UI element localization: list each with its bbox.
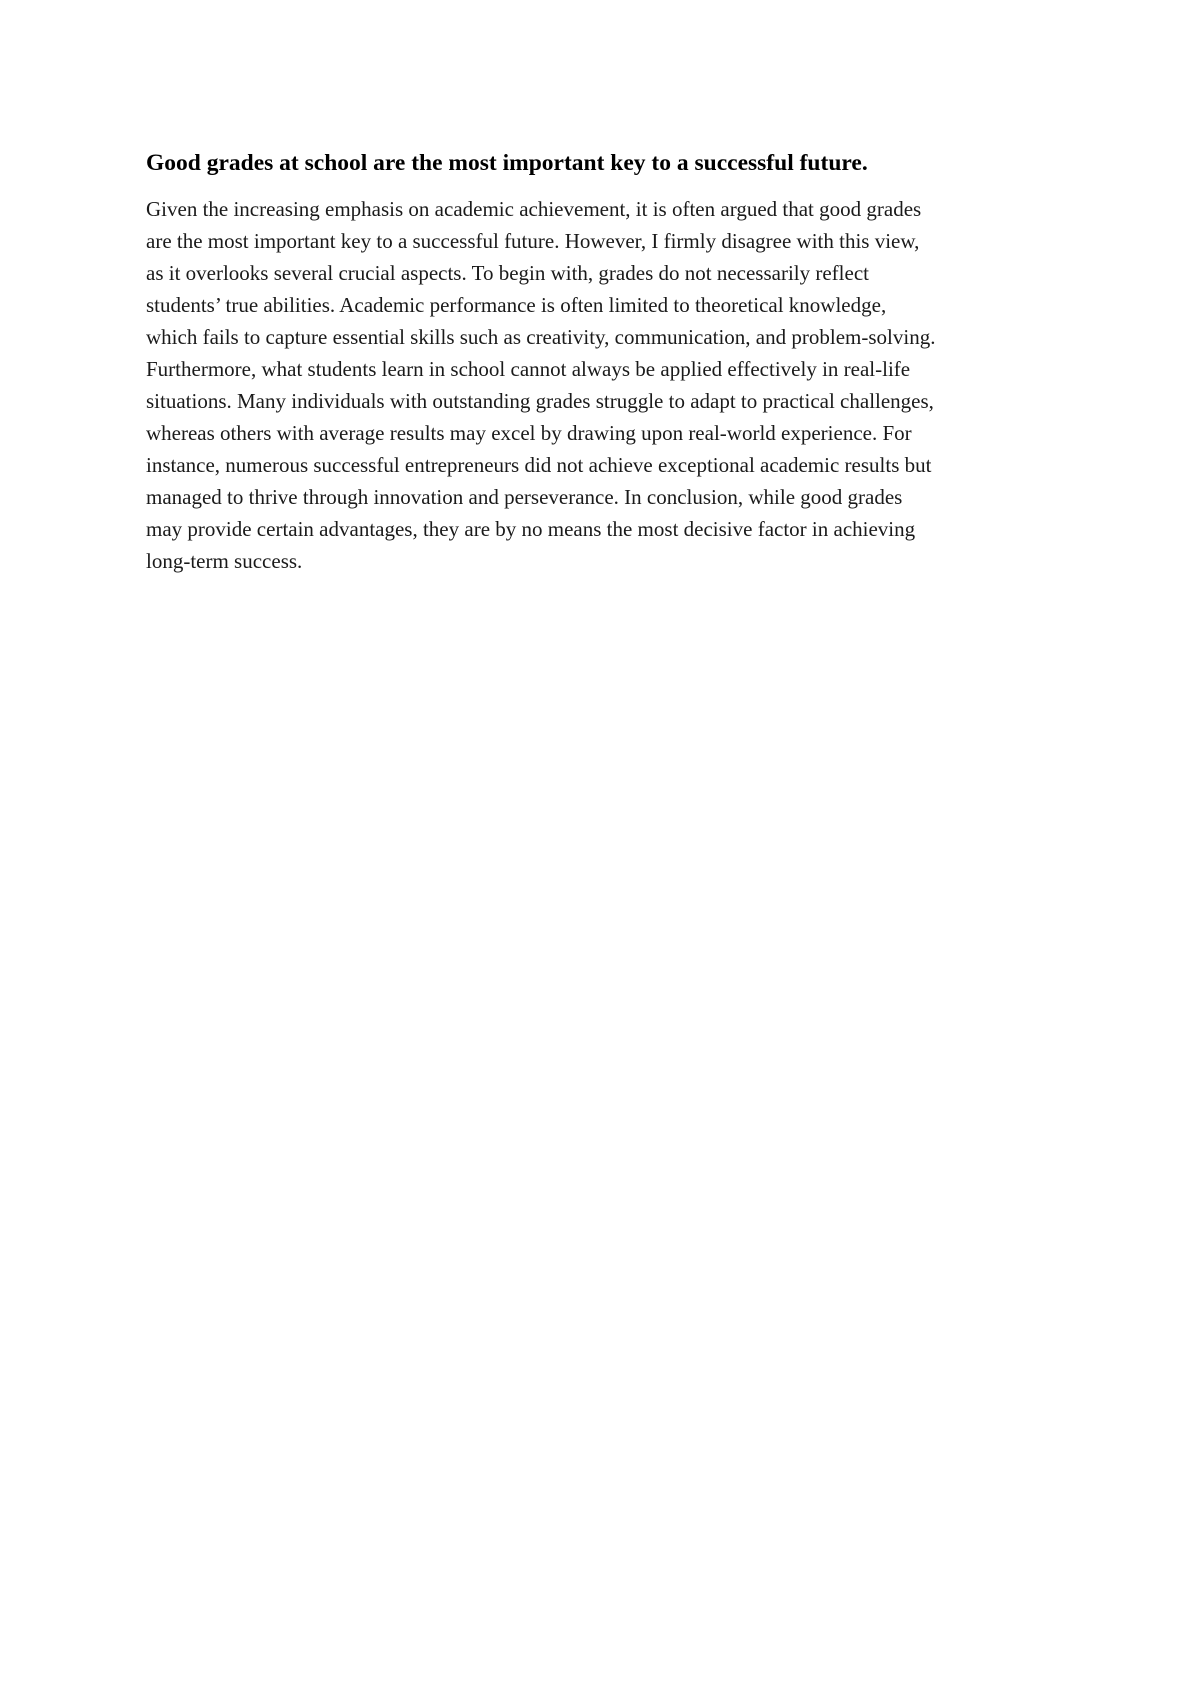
document-content [146, 148, 1066, 577]
paragraph-line: instance, numerous successful entrepreneurs did not achieve exceptional academic results but [146, 453, 932, 477]
paragraph-line: as it overlooks several crucial aspects. To begin with, grades do not necessarily reflect [146, 261, 869, 285]
paragraph-line: are the most important key to a successful future. However, I firmly disagree with this view, [146, 229, 920, 253]
paragraph-line: long-term success. [146, 549, 303, 573]
paragraph-line: may provide certain advantages, they are by no means the most decisive factor in achieving [146, 517, 916, 541]
document-title: Good grades at school are the most important key to a successful future. [146, 150, 868, 176]
paragraph-line: Furthermore, what students learn in school cannot always be applied effectively in real-life [146, 357, 911, 381]
paragraph-line: which fails to capture essential skills such as creativity, communication, and problem-solving. [146, 325, 936, 349]
paragraph-line: Given the increasing emphasis on academic achievement, it is often argued that good grades [146, 197, 922, 221]
paragraph-line: students’ true abilities. Academic performance is often limited to theoretical knowledge, [146, 293, 887, 317]
paragraph-line: managed to thrive through innovation and perseverance. In conclusion, while good grades [146, 485, 903, 509]
essay-paragraph [146, 193, 1066, 577]
paragraph-line: situations. Many individuals with outstanding grades struggle to adapt to practical challenges, [146, 389, 934, 413]
paragraph-line: whereas others with average results may excel by drawing upon real-world experience. For [146, 421, 912, 445]
